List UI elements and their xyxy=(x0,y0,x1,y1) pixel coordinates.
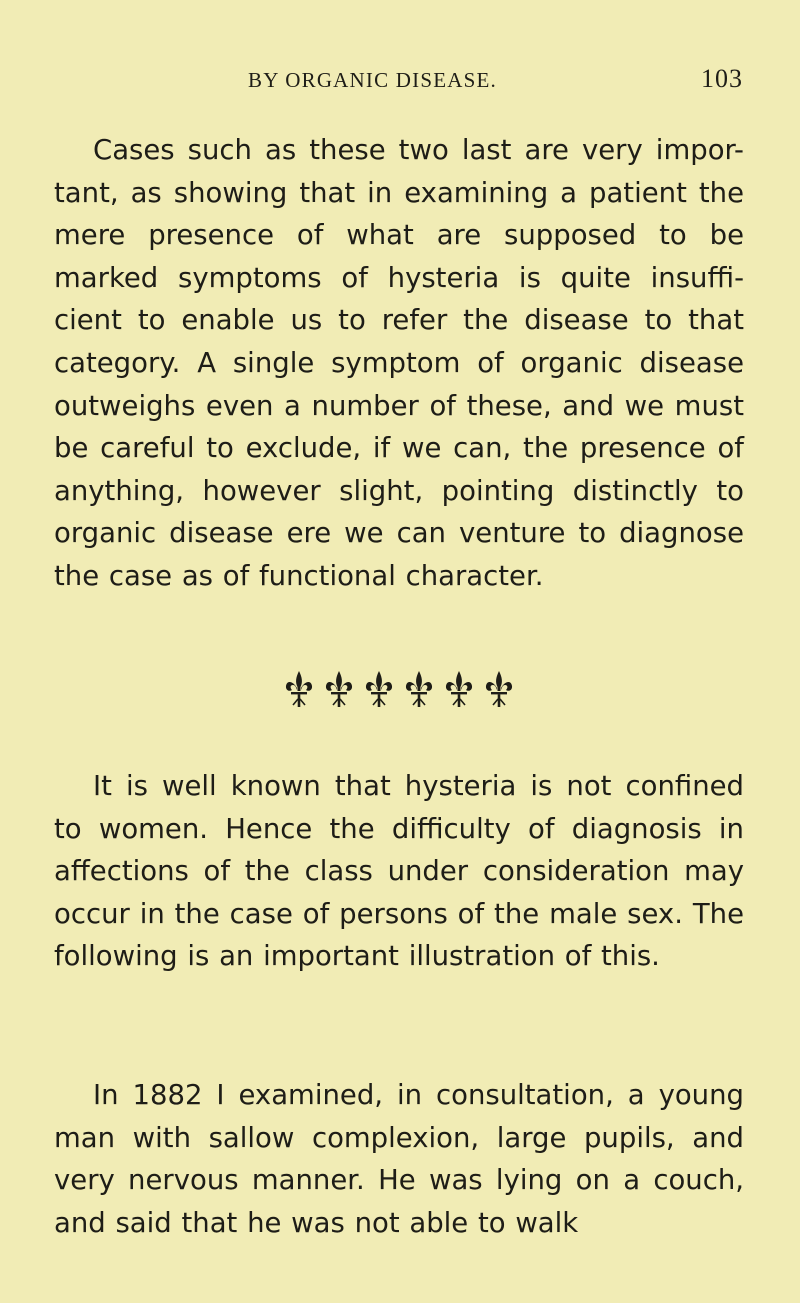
ornament-row xyxy=(285,667,515,715)
paragraph-3-text: In 1882 I examined, in consultation, a young man with sallow complexion, large pupils, and very nervous manner. He was lying on a couch, and said that he was not able to walk xyxy=(54,1079,744,1239)
fleur-de-lis-icon xyxy=(326,671,352,707)
paragraph-2-text: It is well known that hysteria is not confined to women. Hence the difficulty of diagnosis in affections of the class under consideration may occur in the case of persons of the male sex. The following is an important illustration of this. xyxy=(54,770,744,973)
paragraph-1-text: Cases such as these two last are very impor-tant, as showing that in examining a patient the mere presence of what are supposed to be marked symptoms of hysteria is quite insuffi-cient to enable us to refer the disease to that category. A single symptom of organic disease outweighs even a number of these, and we must be careful to exclude, if we can, the presence of anything, however slight, pointing distinctly to organic disease ere we can venture to diagnose the case as of functional character. xyxy=(54,134,744,592)
paragraph-3 xyxy=(54,1074,744,1244)
paragraph-2 xyxy=(54,765,744,978)
fleur-de-lis-icon xyxy=(366,671,392,707)
fleur-de-lis-icon xyxy=(286,671,312,707)
section-break-ornaments xyxy=(0,667,800,715)
fleur-de-lis-icon xyxy=(406,671,432,707)
fleur-de-lis-icon xyxy=(486,671,512,707)
fleur-de-lis-icon xyxy=(446,671,472,707)
paragraph-1 xyxy=(54,129,744,598)
page-header xyxy=(0,64,800,108)
page-number: 103 xyxy=(701,64,743,93)
running-head: BY ORGANIC DISEASE. xyxy=(248,68,497,92)
